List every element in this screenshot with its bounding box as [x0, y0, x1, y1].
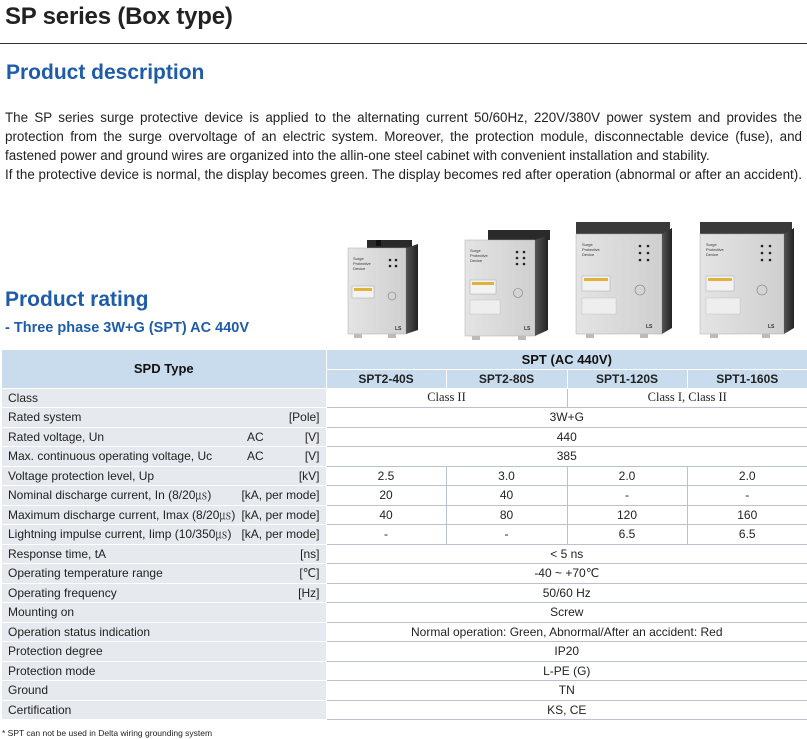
row-label: [2, 603, 326, 623]
cell-value: 6.5: [567, 525, 687, 545]
product-image-spt1-120s: [576, 222, 672, 338]
page-title: SP series (Box type): [5, 3, 233, 30]
row-ac: AC: [247, 429, 264, 444]
row-label-text: Protection mode: [8, 663, 96, 678]
cell-value: 385: [326, 447, 807, 467]
model-header: SPT2-40S: [326, 369, 446, 388]
device-2-label-line1: Surge: [470, 248, 481, 253]
device-2-brand: LS: [524, 326, 531, 332]
row-label: [2, 681, 326, 701]
row-unit: [ns]: [300, 546, 320, 561]
device-1-brand: LS: [395, 326, 402, 332]
cell-value: 20: [326, 486, 446, 506]
device-4-label-line1: Surge: [706, 242, 717, 247]
table-row: [2, 466, 807, 486]
cell-value: < 5 ns: [326, 544, 807, 564]
device-4-label-line2: Protective: [706, 247, 724, 252]
cell-value: TN: [326, 681, 807, 701]
table-row: [2, 505, 807, 525]
model-header: SPT1-120S: [567, 369, 687, 388]
table-row: [2, 486, 807, 506]
cell-value: 80: [446, 505, 567, 525]
device-4-label-line3: Device: [706, 252, 719, 257]
row-unit: [℃]: [299, 566, 320, 580]
cell-value: 160: [687, 505, 807, 525]
row-label-text: Protection degree: [8, 644, 103, 658]
row-label-text: Certification: [8, 702, 72, 717]
row-label-text: Operating temperature range: [8, 566, 163, 580]
row-label-text: Operation status indication: [8, 624, 151, 639]
spt-group-header: SPT (AC 440V): [326, 350, 807, 369]
product-image-spt2-80s: [465, 230, 550, 340]
row-unit: [kV]: [298, 468, 320, 483]
row-label-text: Rated system: [8, 410, 82, 424]
cell-value: 3W+G: [326, 408, 807, 428]
cell-value: 40: [326, 505, 446, 525]
model-header: SPT2-80S: [446, 369, 567, 388]
footnote: * SPT can not be used in Delta wiring grounding system: [2, 728, 213, 738]
row-unit: [Pole]: [288, 410, 320, 424]
row-label-text: Class: [8, 390, 39, 405]
table-row: [2, 564, 807, 584]
description-paragraph-1: The SP series surge protective device is applied to the alternating current 50/60Hz, 220V/380V power system and provides the protection from the surge overvoltage of an electric system. Moreover, the protection module, disconnectable device (fuse), and fastened power and ground wires are organized into the allin-one steel cabinet with convenient installation and stability.: [5, 110, 802, 163]
description-paragraph-2: If the protective device is normal, the display becomes green. The display becomes red after operation (abnormal or after an accident).: [5, 167, 802, 182]
cell-value: 2.0: [567, 466, 687, 486]
row-label-text: Ground: [8, 683, 49, 697]
table-row: [2, 661, 807, 681]
table-row: [2, 622, 807, 642]
product-rating-subheading: - Three phase 3W+G (SPT) AC 440V: [5, 320, 250, 336]
device-2-label-line2: Protective: [470, 253, 488, 258]
table-row: [2, 681, 807, 701]
table-row: [2, 583, 807, 603]
table-row: [2, 427, 807, 447]
cell-value: 50/60 Hz: [326, 583, 807, 603]
table-row: [2, 642, 807, 662]
row-label-text: Voltage protection level, Up: [8, 468, 155, 483]
row-ac: AC: [247, 449, 264, 463]
row-label-text: Response time, tA: [8, 546, 107, 561]
spd-type-header: SPD Type: [2, 350, 326, 388]
row-unit: [V]: [304, 449, 320, 463]
table-row: [2, 700, 807, 720]
row-unit: [V]: [304, 429, 320, 444]
device-1-label-line3: Device: [353, 266, 366, 271]
cell-value: -40 ~ +70℃: [326, 564, 807, 584]
cell-value: 2.0: [687, 466, 807, 486]
cell-value: -: [326, 525, 446, 545]
product-image-spt1-160s: [700, 222, 794, 338]
row-label: [2, 700, 326, 720]
row-label: [2, 447, 326, 467]
row-label: [2, 486, 326, 506]
row-label: [2, 583, 326, 603]
row-label-text: Operating frequency: [8, 585, 117, 600]
cell-value: 40: [446, 486, 567, 506]
device-3-label-line1: Surge: [582, 242, 593, 247]
title-divider: [0, 43, 807, 44]
product-images: [340, 218, 807, 346]
device-1-label-line2: Protective: [353, 261, 371, 266]
cell-value: -: [567, 486, 687, 506]
row-unit: [kA, per mode]: [241, 488, 320, 502]
device-1-label-line1: Surge: [353, 256, 364, 261]
row-unit: [Hz]: [298, 585, 320, 600]
row-label-text: Lightning impulse current, Iimp (10/350㎲): [8, 527, 232, 541]
row-label: [2, 622, 326, 642]
row-label: [2, 388, 326, 408]
table-row: [2, 544, 807, 564]
row-label: [2, 505, 326, 525]
row-label: [2, 661, 326, 681]
cell-value: 6.5: [687, 525, 807, 545]
device-3-label-line2: Protective: [582, 247, 600, 252]
row-label-text: Nominal discharge current, In (8/20㎲): [8, 488, 212, 502]
product-description-text: [5, 108, 802, 184]
model-header: SPT1-160S: [687, 369, 807, 388]
cell-value: KS, CE: [326, 700, 807, 720]
row-label: [2, 544, 326, 564]
table-row: [2, 525, 807, 545]
cell-value: Class I, Class II: [567, 388, 807, 408]
row-label: [2, 642, 326, 662]
row-label: [2, 427, 326, 447]
cell-value: -: [446, 525, 567, 545]
cell-value: 2.5: [326, 466, 446, 486]
cell-value: L-PE (G): [326, 661, 807, 681]
device-4-brand: LS: [768, 324, 775, 330]
product-rating-heading: Product rating: [5, 288, 149, 311]
product-image-spt2-40s: [348, 240, 418, 338]
row-label: [2, 408, 326, 428]
cell-value: Screw: [326, 603, 807, 623]
row-label: [2, 564, 326, 584]
spec-table: [2, 350, 807, 720]
cell-value: IP20: [326, 642, 807, 662]
cell-value: 440: [326, 427, 807, 447]
cell-value: Normal operation: Green, Abnormal/After an accident: Red: [326, 622, 807, 642]
product-description-heading: Product description: [6, 61, 205, 84]
device-3-brand: LS: [646, 324, 653, 330]
device-2-label-line3: Device: [470, 258, 483, 263]
spec-header-row: [2, 350, 807, 369]
row-unit: [kA, per mode]: [241, 507, 320, 522]
row-label-text: Mounting on: [8, 605, 75, 619]
row-label: [2, 466, 326, 486]
row-label-text: Maximum discharge current, Imax (8/20㎲): [8, 507, 236, 522]
table-row: [2, 388, 807, 408]
row-label: [2, 525, 326, 545]
table-row: [2, 603, 807, 623]
table-row: [2, 447, 807, 467]
cell-value: -: [687, 486, 807, 506]
row-unit: [kA, per mode]: [241, 527, 320, 541]
table-row: [2, 408, 807, 428]
row-label-text: Rated voltage, Un: [8, 429, 105, 444]
device-3-label-line3: Device: [582, 252, 595, 257]
cell-value: Class II: [326, 388, 567, 408]
cell-value: 120: [567, 505, 687, 525]
cell-value: 3.0: [446, 466, 567, 486]
row-label-text: Max. continuous operating voltage, Uc: [8, 449, 213, 463]
